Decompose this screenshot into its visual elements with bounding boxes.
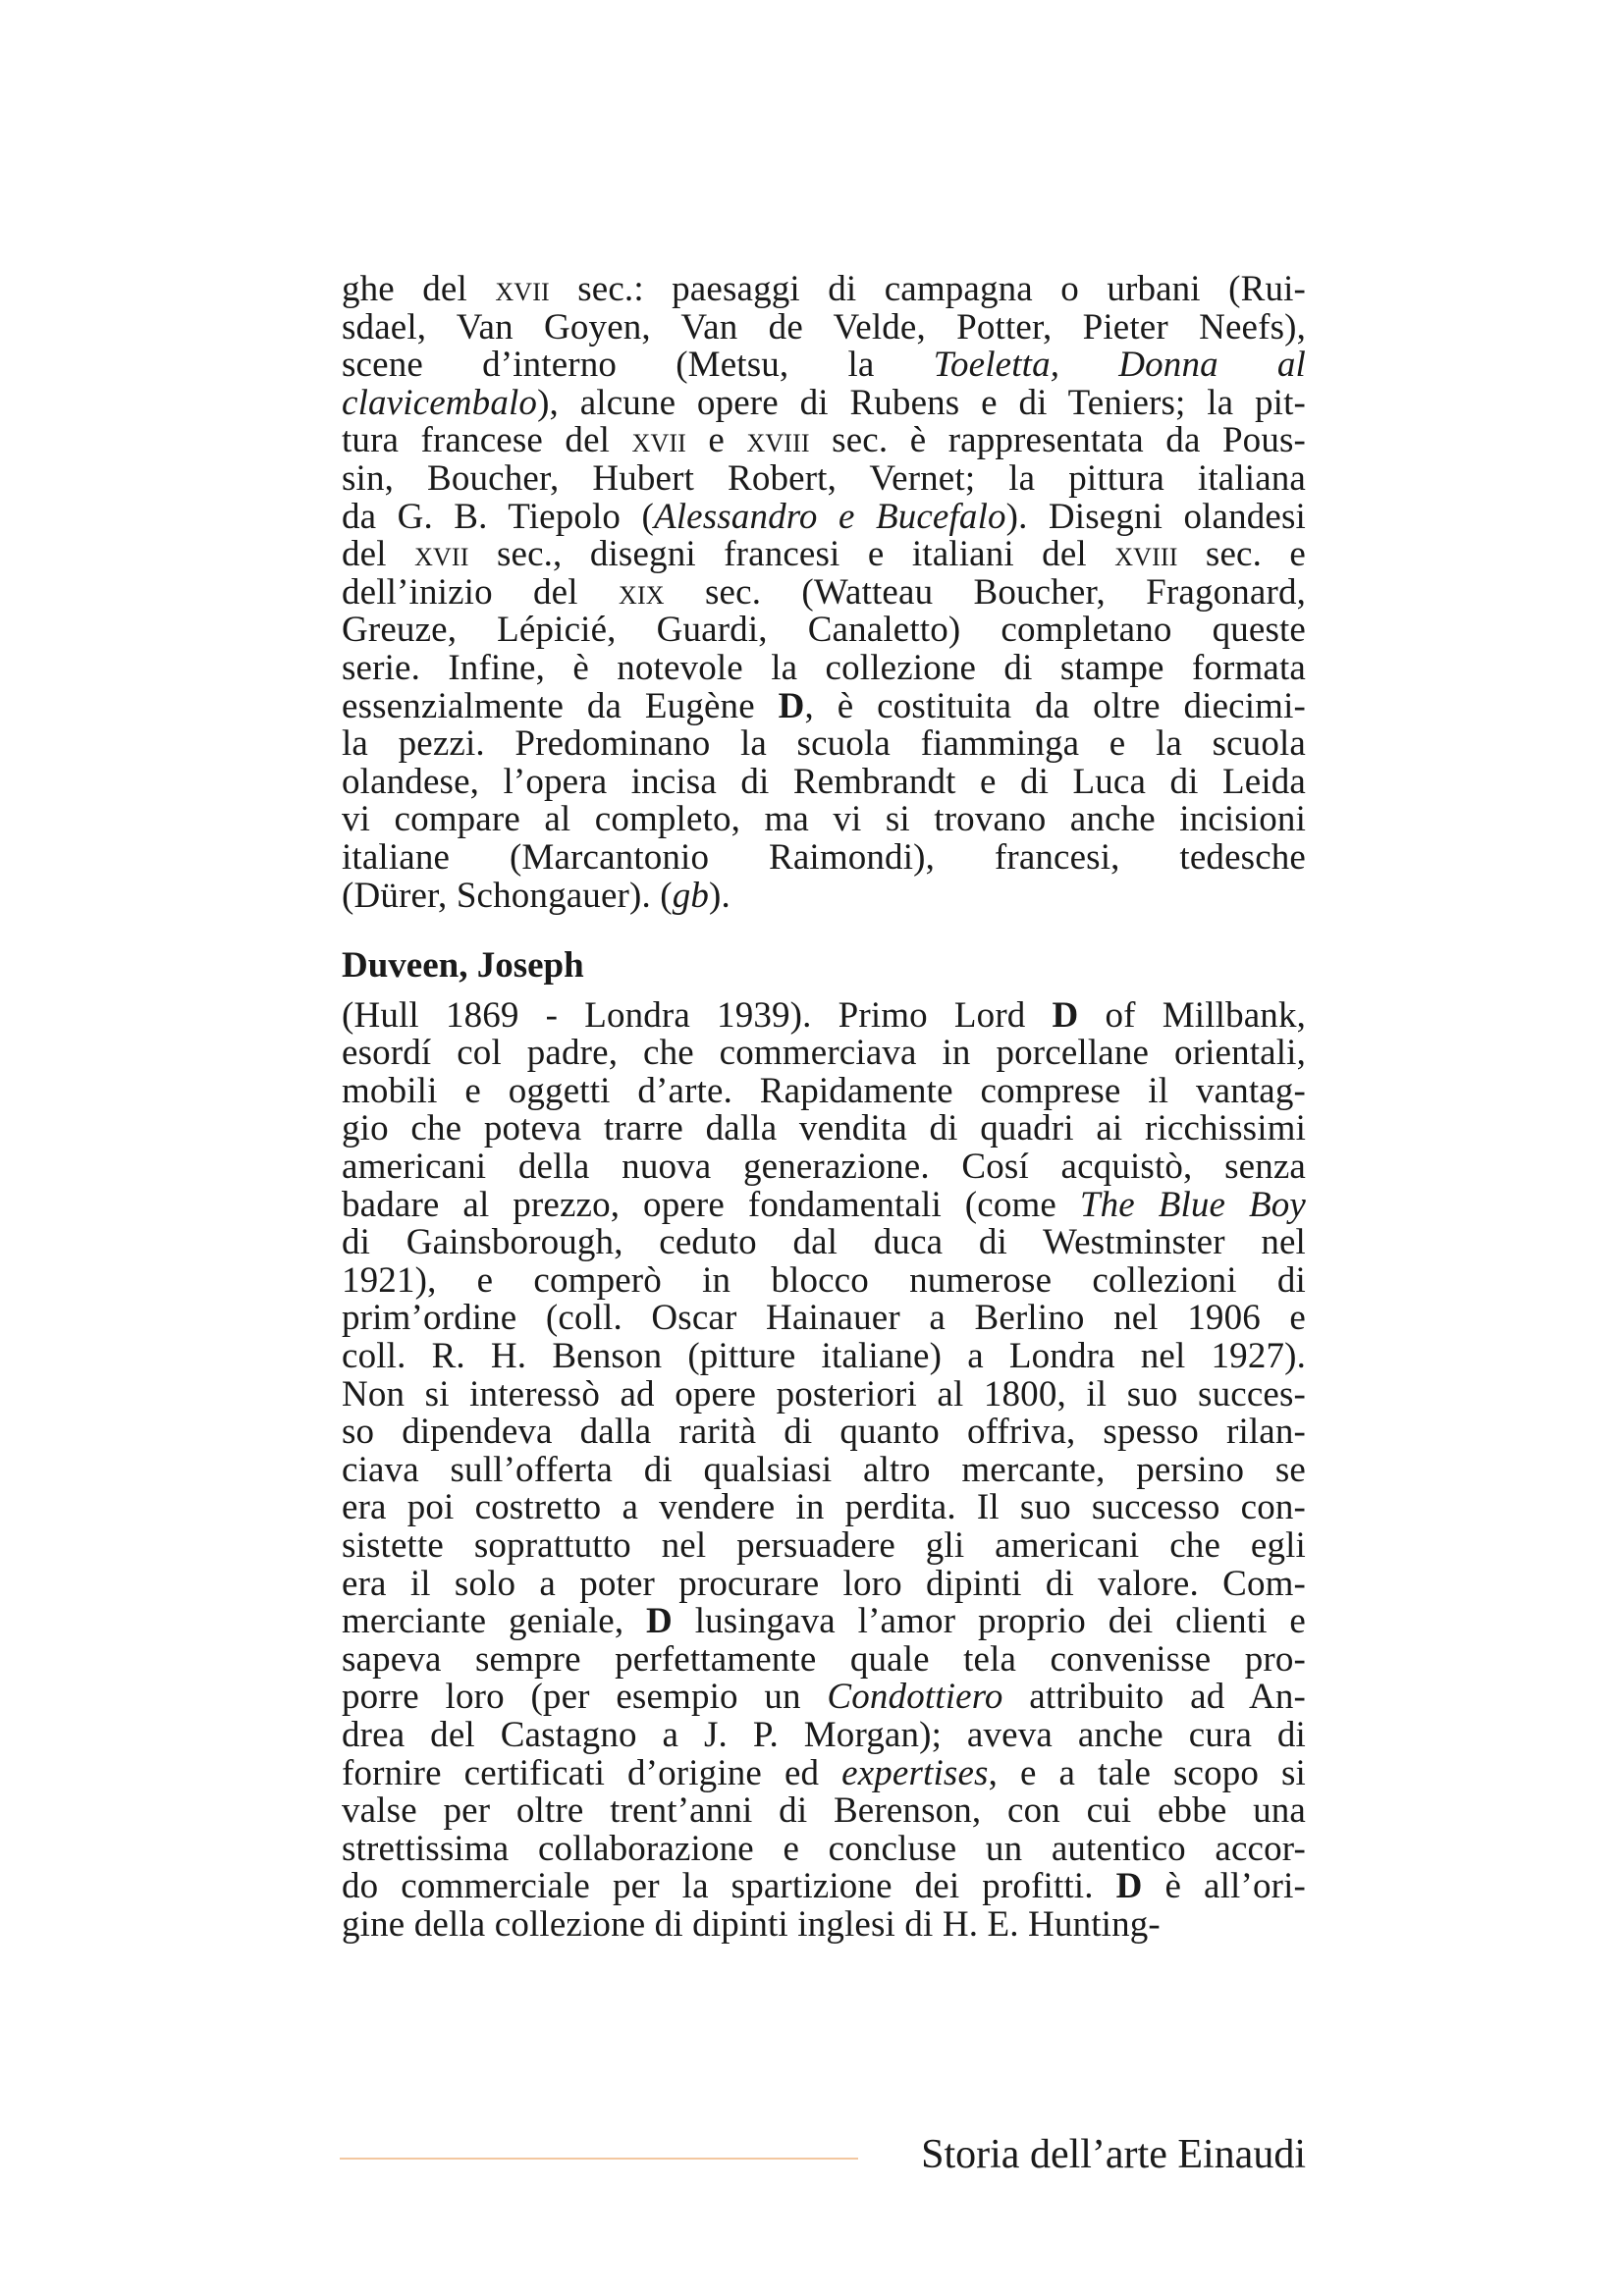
entry-title: Duveen, Joseph bbox=[342, 945, 584, 987]
entry-body-line: drea del Castagno a J. P. Morgan); aveva anche cura di bbox=[342, 1714, 1306, 1755]
previous-entry-line: essenzialmente da Eugène D, è costituita da oltre diecimi- bbox=[342, 685, 1306, 726]
previous-entry-line: olandese, l’opera incisa di Rembrandt e di Luca di Leida bbox=[342, 761, 1306, 802]
entry-body-line: 1921), e comperò in blocco numerose collezioni di bbox=[342, 1259, 1306, 1301]
previous-entry-line: vi compare al completo, ma vi si trovano anche incisioni bbox=[342, 799, 1306, 840]
previous-entry-line: la pezzi. Predominano la scuola fiamminga e la scuola bbox=[342, 723, 1306, 765]
previous-entry-line: sin, Boucher, Hubert Robert, Vernet; la pittura italiana bbox=[342, 457, 1306, 499]
footer-title: Storia dell’arte Einaudi bbox=[921, 2132, 1306, 2177]
previous-entry-line: tura francese del xvii e xviii sec. è rappresentata da Pous- bbox=[342, 420, 1306, 461]
previous-entry-line: dell’inizio del xix sec. (Watteau Boucher, Fragonard, bbox=[342, 571, 1306, 613]
previous-entry-line: clavicembalo), alcune opere di Rubens e di Teniers; la pit- bbox=[342, 382, 1306, 423]
entry-body-line: do commerciale per la spartizione dei profitti. D è all’ori- bbox=[342, 1866, 1306, 1907]
entry-body-line: (Hull 1869 - Londra 1939). Primo Lord D of Millbank, bbox=[342, 994, 1306, 1036]
page-body bbox=[342, 271, 1306, 1945]
entry-body-line: gine della collezione di dipinti inglesi di H. E. Hunting- bbox=[342, 1903, 1161, 1945]
entry-body-line: so dipendeva dalla rarità di quanto offriva, spesso rilan- bbox=[342, 1412, 1306, 1453]
previous-entry-line: scene d’interno (Metsu, la Toeletta, Donna al bbox=[342, 345, 1306, 386]
entry-body-line: prim’ordine (coll. Oscar Hainauer a Berlino nel 1906 e bbox=[342, 1298, 1306, 1339]
entry-body-line: merciante geniale, D lusingava l’amor proprio dei clienti e bbox=[342, 1601, 1306, 1642]
entry-body-line: gio che poteva trarre dalla vendita di quadri ai ricchissimi bbox=[342, 1108, 1306, 1149]
entry-body-line: porre loro (per esempio un Condottiero attribuito ad An- bbox=[342, 1677, 1307, 1718]
entry-body-line: sistette soprattutto nel persuadere gli americani che egli bbox=[342, 1525, 1306, 1566]
previous-entry-text bbox=[342, 271, 1306, 915]
entry-body-text bbox=[342, 994, 1307, 1945]
entry-body-line: era il solo a poter procurare loro dipinti di valore. Com- bbox=[342, 1563, 1306, 1604]
previous-entry-line: ghe del xvii sec.: paesaggi di campagna o urbani (Rui- bbox=[342, 269, 1306, 309]
previous-entry-line: del xvii sec., disegni francesi e italiani del xviii sec. e bbox=[342, 534, 1307, 575]
entry-body-line: Non si interessò ad opere posteriori al 1800, il suo succes- bbox=[342, 1373, 1306, 1415]
entry-body-line: americani della nuova generazione. Cosí acquistò, senza bbox=[342, 1147, 1306, 1188]
entry-body-line: badare al prezzo, opere fondamentali (come The Blue Boy bbox=[342, 1184, 1306, 1225]
entry-body-line: sapeva sempre perfettamente quale tela convenisse pro- bbox=[342, 1638, 1306, 1680]
entry-body-line: ciava sull’offerta di qualsiasi altro mercante, persino se bbox=[342, 1449, 1306, 1490]
entry-body-line: fornire certificati d’origine ed expertises, e a tale scopo si bbox=[342, 1752, 1306, 1793]
entry-body-line: valse per oltre trent’anni di Berenson, con cui ebbe una bbox=[342, 1790, 1306, 1832]
previous-entry-line: sdael, Van Goyen, Van de Velde, Potter, Pieter Neefs), bbox=[342, 306, 1306, 347]
previous-entry-line: italiane (Marcantonio Raimondi), francesi, tedesche bbox=[342, 836, 1306, 878]
entry-body-line: di Gainsborough, ceduto dal duca di Westminster nel bbox=[342, 1222, 1306, 1263]
entry-body-line: coll. R. H. Benson (pitture italiane) a Londra nel 1927). bbox=[342, 1336, 1306, 1377]
entry-body-line: esordí col padre, che commerciava in porcellane orientali, bbox=[342, 1033, 1306, 1074]
entry-body-line: strettissima collaborazione e concluse un autentico accor- bbox=[342, 1828, 1306, 1869]
footer-rule bbox=[340, 2158, 858, 2160]
entry-body-line: mobili e oggetti d’arte. Rapidamente comprese il vantag- bbox=[342, 1070, 1306, 1111]
previous-entry-line: Greuze, Lépicié, Guardi, Canaletto) completano queste bbox=[342, 610, 1306, 651]
entry-body-line: era poi costretto a vendere in perdita. Il suo successo con- bbox=[342, 1487, 1306, 1528]
previous-entry-line: serie. Infine, è notevole la collezione di stampe formata bbox=[342, 647, 1306, 688]
previous-entry-line: da G. B. Tiepolo (Alessandro e Bucefalo). Disegni olandesi bbox=[342, 496, 1306, 537]
previous-entry-line: (Dürer, Schongauer). (gb). bbox=[342, 875, 730, 916]
